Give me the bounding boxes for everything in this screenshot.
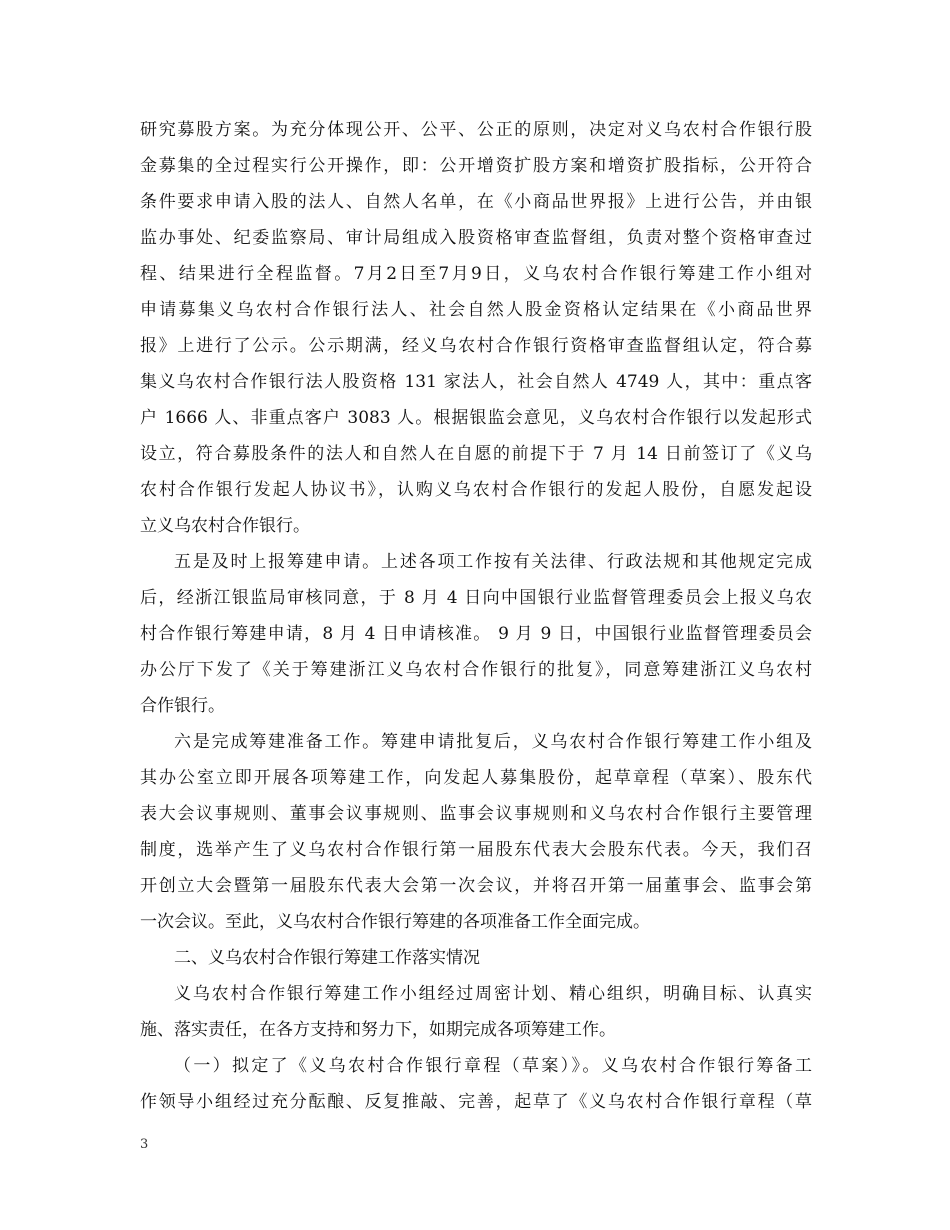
- text-line: 合作银行。: [140, 696, 225, 716]
- section-heading: 二、义乌农村合作银行筹建工作落实情况: [174, 948, 480, 968]
- text-line: 施、落实责任，在各方支持和努力下，如期完成各项筹建工作。: [140, 1020, 616, 1040]
- document-body: [140, 112, 812, 1120]
- text-line: 设立，符合募股条件的法人和自然人在自愿的前提下于 7 月 14 日前签订了《义乌: [140, 444, 812, 464]
- text-line: 监办事处、纪委监察局、审计局组成入股资格审查监督组，负责对整个资格审查过: [140, 228, 812, 248]
- text-line: 程、结果进行全程监督。7月2日至7月9日，义乌农村合作银行筹建工作小组对: [140, 264, 812, 284]
- text-line: 申请募集义乌农村合作银行法人、社会自然人股金资格认定结果在《小商品世界: [140, 300, 812, 320]
- page-number: 3: [140, 1137, 149, 1152]
- paragraph-first-line: （一）拟定了《义乌农村合作银行章程（草案）》。义乌农村合作银行筹备工: [174, 1056, 812, 1076]
- text-line: 户 1666 人、非重点客户 3083 人。根据银监会意见，义乌农村合作银行以发起形式: [140, 408, 812, 428]
- text-line: 农村合作银行发起人协议书》，认购义乌农村合作银行的发起人股份，自愿发起设: [140, 480, 812, 500]
- text-line: 集义乌农村合作银行法人股资格 131 家法人，社会自然人 4749 人，其中：重点客: [140, 372, 812, 392]
- text-line: 金募集的全过程实行公开操作，即：公开增资扩股方案和增资扩股指标，公开符合: [140, 156, 812, 176]
- text-line: 村合作银行筹建申请，8 月 4 日申请核准。 9 月 9 日，中国银行业监督管理委员会: [140, 624, 812, 644]
- text-line: 制度，选举产生了义乌农村合作银行第一届股东代表大会股东代表。今天，我们召: [140, 840, 812, 860]
- text-line: 条件要求申请入股的法人、自然人名单，在《小商品世界报》上进行公告，并由银: [140, 192, 812, 212]
- text-line: 后，经浙江银监局审核同意，于 8 月 4 日向中国银行业监督管理委员会上报义乌农: [140, 588, 812, 608]
- text-line: 办公厅下发了《关于筹建浙江义乌农村合作银行的批复》，同意筹建浙江义乌农村: [140, 660, 812, 680]
- text-line: 报》上进行了公示。公示期满，经义乌农村合作银行资格审查监督组认定，符合募: [140, 336, 812, 356]
- text-line: 立义乌农村合作银行。: [140, 516, 310, 536]
- paragraph-first-line: 义乌农村合作银行筹建工作小组经过周密计划、精心组织，明确目标、认真实: [174, 984, 812, 1004]
- text-line: 表大会议事规则、董事会议事规则、监事会议事规则和义乌农村合作银行主要管理: [140, 804, 812, 824]
- text-line: 一次会议。至此，义乌农村合作银行筹建的各项准备工作全面完成。: [140, 912, 650, 932]
- text-line: 开创立大会暨第一届股东代表大会第一次会议，并将召开第一届董事会、监事会第: [140, 876, 812, 896]
- paragraph-first-line: 五是及时上报筹建申请。上述各项工作按有关法律、行政法规和其他规定完成: [174, 552, 812, 572]
- paragraph-first-line: 六是完成筹建准备工作。筹建申请批复后，义乌农村合作银行筹建工作小组及: [174, 732, 812, 752]
- text-line: 其办公室立即开展各项筹建工作，向发起人募集股份，起草章程（草案）、股东代: [140, 768, 812, 788]
- text-line: 作领导小组经过充分酝酿、反复推敲、完善，起草了《义乌农村合作银行章程（草: [140, 1092, 812, 1112]
- text-line: 研究募股方案。为充分体现公开、公平、公正的原则，决定对义乌农村合作银行股: [140, 120, 812, 140]
